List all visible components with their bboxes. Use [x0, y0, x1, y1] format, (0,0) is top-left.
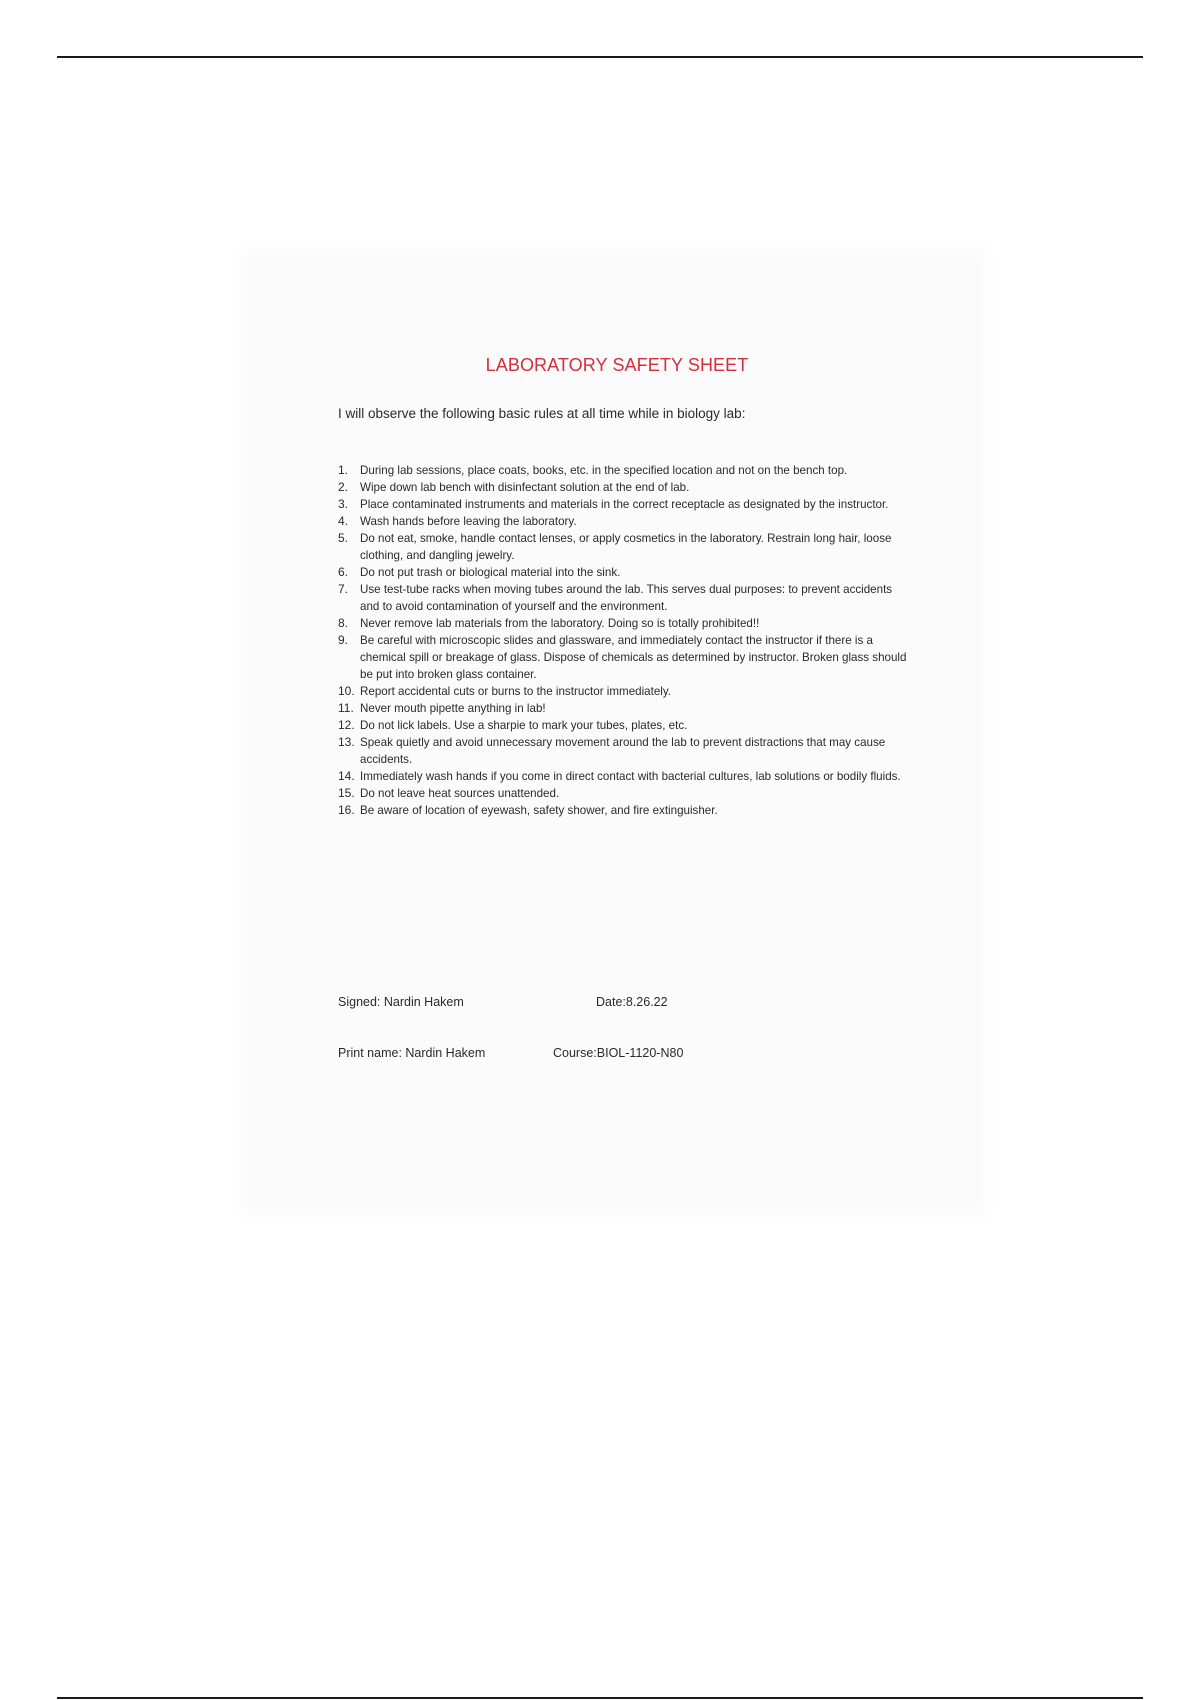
rule-number: 11. [338, 701, 354, 715]
rule-text: Use test-tube racks when moving tubes around the lab. This serves dual purposes: to prevent accidents and to avoid contamination of yourself and the environment. [360, 583, 893, 613]
rule-number: 2. [338, 480, 349, 494]
rule-number: 6. [338, 565, 349, 579]
rule-number: 16. [338, 803, 355, 817]
print-name-line: Print name: Nardin Hakem [338, 1046, 486, 1060]
list-item [338, 700, 908, 717]
rule-text: Never remove lab materials from the laboratory. Doing so is totally prohibited!! [360, 617, 760, 630]
list-item [338, 717, 908, 734]
list-item [338, 496, 908, 513]
list-item [338, 564, 908, 581]
rule-text: Immediately wash hands if you come in direct contact with bacterial cultures, lab solutions or bodily fluids. [360, 770, 901, 783]
list-item [338, 632, 908, 683]
list-item [338, 479, 908, 496]
rule-number: 8. [338, 616, 349, 630]
list-item [338, 462, 908, 479]
list-item [338, 734, 908, 768]
rule-text: Wipe down lab bench with disinfectant solution at the end of lab. [360, 481, 690, 494]
signed-line: Signed: Nardin Hakem [338, 995, 464, 1009]
list-item [338, 615, 908, 632]
course-line: Course:BIOL-1120-N80 [553, 1046, 684, 1060]
list-item [338, 513, 908, 530]
rule-text: Report accidental cuts or burns to the instructor immediately. [360, 685, 672, 698]
rule-text: Never mouth pipette anything in lab! [360, 702, 546, 715]
rule-number: 10. [338, 684, 355, 698]
list-item [338, 530, 908, 564]
rule-number: 7. [338, 582, 349, 596]
rule-number: 9. [338, 633, 349, 647]
rule-text: Be aware of location of eyewash, safety shower, and fire extinguisher. [360, 804, 718, 817]
rule-number: 14. [338, 769, 355, 783]
rule-text: During lab sessions, place coats, books, etc. in the specified location and not on the bench top. [360, 464, 848, 477]
bottom-rule [57, 1697, 1143, 1699]
rule-text: Do not leave heat sources unattended. [360, 787, 560, 800]
date-line: Date:8.26.22 [596, 995, 668, 1009]
rule-number: 4. [338, 514, 349, 528]
list-item [338, 683, 908, 700]
list-item [338, 802, 908, 819]
rules-list [338, 462, 908, 819]
rule-text: Wash hands before leaving the laboratory. [360, 515, 577, 528]
rule-number: 13. [338, 735, 355, 749]
rule-text: Speak quietly and avoid unnecessary movement around the lab to prevent distractions that may cause accidents. [360, 736, 886, 766]
rule-text: Do not eat, smoke, handle contact lenses, or apply cosmetics in the laboratory. Restrain long hair, loose clothing, and dangling jewelry. [360, 532, 892, 562]
rule-text: Be careful with microscopic slides and glassware, and immediately contact the instructor if there is a chemical spill or breakage of glass. Dispose of chemicals as determined by instructor. Broken glass should be put into broken glass container. [360, 634, 907, 681]
rule-text: Place contaminated instruments and materials in the correct receptacle as designated by the instructor. [360, 498, 889, 511]
rule-number: 1. [338, 463, 349, 477]
document-title: LABORATORY SAFETY SHEET [485, 355, 749, 375]
rule-number: 3. [338, 497, 349, 511]
intro-text: I will observe the following basic rules at all time while in biology lab: [338, 406, 746, 421]
rule-number: 12. [338, 718, 355, 732]
top-rule [57, 56, 1143, 58]
list-item [338, 581, 908, 615]
rule-number: 15. [338, 786, 355, 800]
list-item [338, 785, 908, 802]
rule-text: Do not lick labels. Use a sharpie to mark your tubes, plates, etc. [360, 719, 688, 732]
rule-text: Do not put trash or biological material into the sink. [360, 566, 621, 579]
rule-number: 5. [338, 531, 349, 545]
list-item [338, 768, 908, 785]
